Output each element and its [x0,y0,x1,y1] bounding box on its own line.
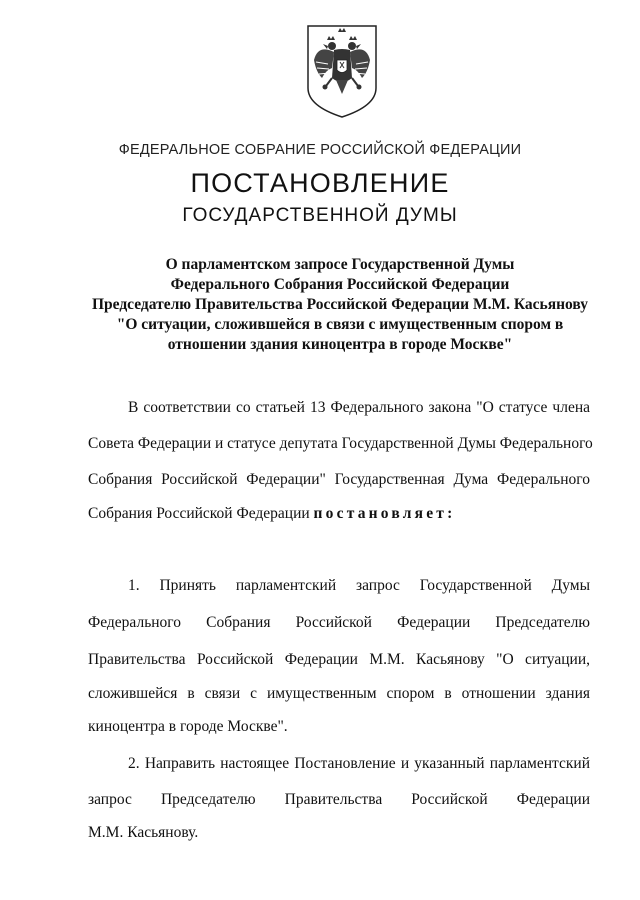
item-2-line: запрос Председателю Правительства Российской Федерации [88,791,590,808]
heading-line: "О ситуации, сложившейся в связи с имущественным спором в [116,316,564,333]
heading-line: Председателю Правительства Российской Федерации М.М. Касьянову [91,296,588,313]
preamble-line: Собрания Российской Федерации" Государственная Дума Федерального [88,471,590,488]
heading-line: О парламентском запросе Государственной Думы [165,256,515,273]
item-1-line: сложившейся в связи с имущественным спором в отношении здания [88,685,590,702]
parliament-name: ФЕДЕРАЛЬНОЕ СОБРАНИЕ РОССИЙСКОЙ ФЕДЕРАЦИИ [118,142,522,158]
item-2-line: 2. Направить настоящее Постановление и указанный парламентский [128,755,590,772]
document-heading [80,255,600,355]
item-1-line: Федерального Собрания Российской Федерации Председателю [88,614,590,631]
item-2-line: М.М. Касьянову. [88,824,199,841]
russian-coat-of-arms-icon [302,22,382,120]
item-1-line: киноцентра в городе Москве". [88,718,288,735]
document-issuer: ГОСУДАРСТВЕННОЙ ДУМЫ [182,205,458,226]
heading-line: отношении здания киноцентра в городе Москве" [167,336,513,353]
preamble-line: В соответствии со статьей 13 Федерального закона "О статусе члена [128,399,590,416]
document-type: ПОСТАНОВЛЕНИЕ [190,168,450,198]
item-1-line: Правительства Российской Федерации М.М. Касьянову "О ситуации, [88,651,590,668]
preamble-line: Совета Федерации и статусе депутата Государственной Думы Федерального [88,435,593,452]
decree-word: постановляет: [313,505,456,522]
preamble-line: Собрания Российской Федерации [88,505,310,522]
heading-line: Федерального Собрания Российской Федерации [170,276,510,293]
preamble-last-line [88,504,590,524]
item-1-line: 1. Принять парламентский запрос Государственной Думы [128,577,590,594]
